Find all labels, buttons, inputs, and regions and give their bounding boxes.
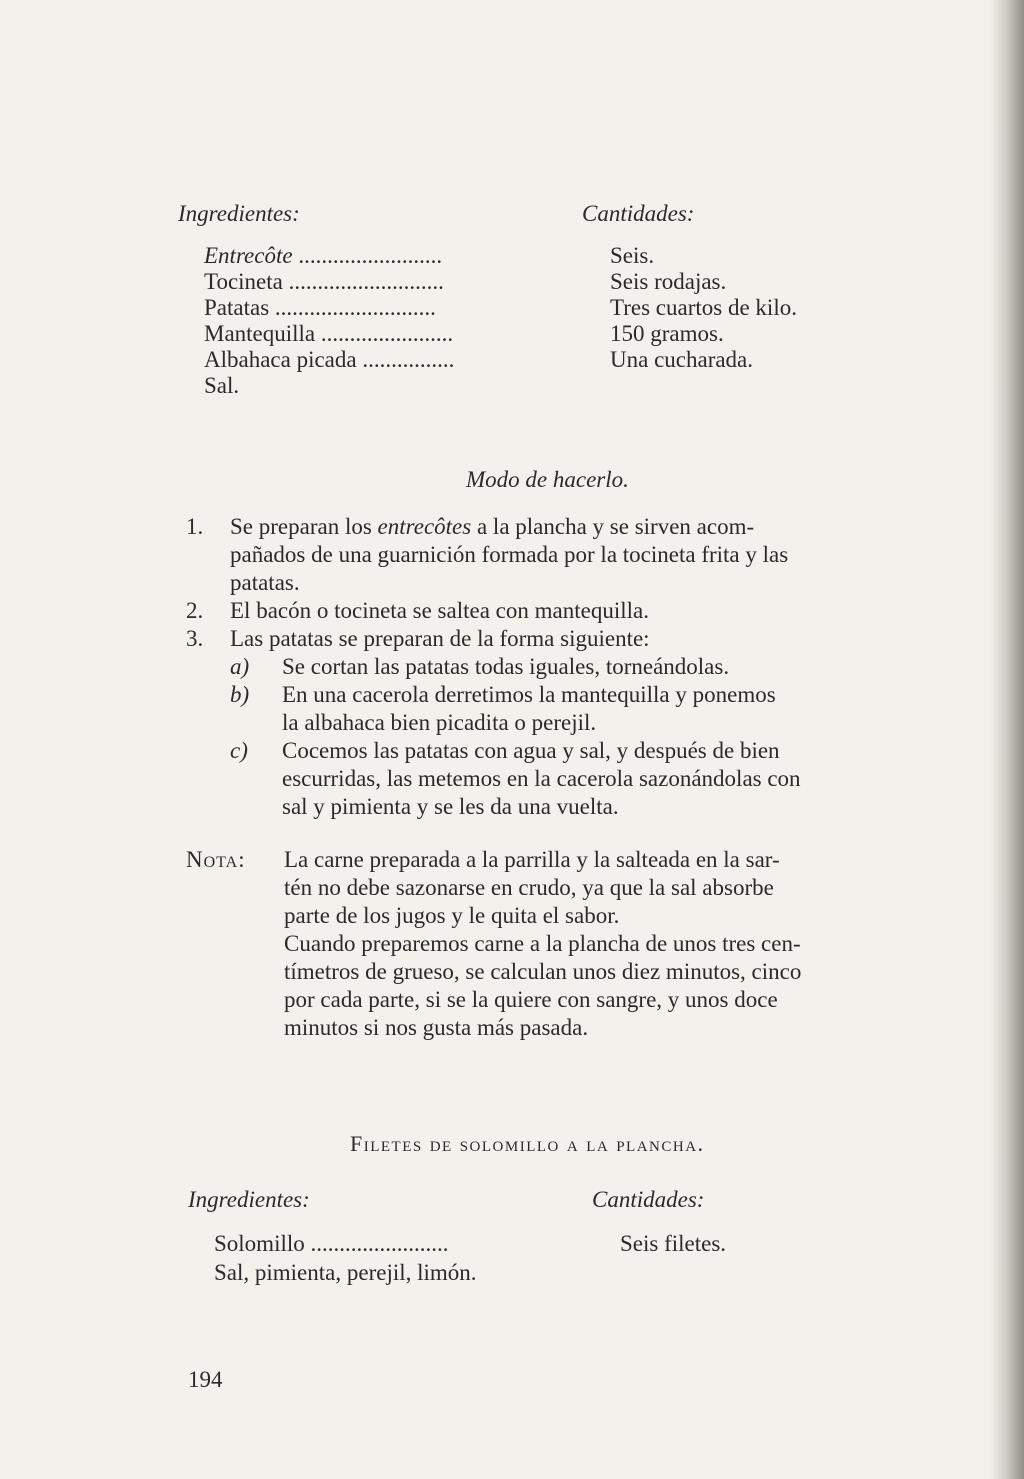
ingredient-name: Mantequilla: [204, 321, 316, 346]
substep-a-line: Se cortan las patatas todas iguales, torneándolas.: [282, 654, 730, 679]
substep-b-line: la albahaca bien picadita o perejil.: [282, 710, 597, 735]
quantity-item: Seis.: [610, 243, 655, 268]
substep-c-line: escurridas, las metemos en la cacerola sazonándolas con: [282, 766, 801, 791]
recipe-title: Filetes de solomillo a la plancha.: [350, 1131, 705, 1156]
step-1-line: patatas.: [230, 570, 300, 595]
quantity-item: Tres cuartos de kilo.: [610, 295, 797, 320]
step-number: 1.: [186, 514, 204, 539]
dot-leader: .........................: [292, 243, 443, 268]
method-heading: Modo de hacerlo.: [466, 467, 629, 492]
dot-leader: .......................: [315, 321, 454, 346]
ingredient-name: Entrecôte: [204, 243, 293, 268]
ingredient-name: Solomillo: [214, 1231, 305, 1256]
note-line: tímetros de grueso, se calculan unos diez minutos, cinco: [284, 959, 802, 984]
step-number: 2.: [186, 598, 204, 623]
dot-leader: ........................: [304, 1231, 449, 1256]
substep-label: a): [230, 654, 250, 679]
quantity-item: 150 gramos.: [610, 321, 724, 346]
substep-b-line: En una cacerola derretimos la mantequilla y ponemos: [282, 682, 776, 707]
quantities-heading: Cantidades:: [582, 201, 695, 226]
ingredient-name: Sal, pimienta, perejil, limón.: [214, 1260, 477, 1285]
note-line: La carne preparada a la parrilla y la salteada en la sar-: [284, 847, 780, 872]
quantities-heading: Cantidades:: [592, 1187, 705, 1212]
note-line: parte de los jugos y le quita el sabor.: [284, 903, 620, 928]
quantity-item: Seis filetes.: [620, 1231, 727, 1256]
ingredients-heading: Ingredientes:: [188, 1187, 310, 1212]
ingredient-row: [204, 320, 454, 346]
ingredient-row: [204, 268, 454, 294]
ingredient-row: [204, 242, 454, 268]
dot-leader: ...........................: [282, 269, 444, 294]
step-1-line: Se preparan los entrecôtes a la plancha y se sirven acom-: [230, 514, 755, 539]
note-line: Cuando preparemos carne a la plancha de unos tres cen-: [284, 931, 801, 956]
page-number: 194: [188, 1367, 223, 1392]
ingredient-row: [204, 294, 454, 320]
note-label: Nota:: [186, 847, 246, 872]
step-3-line: Las patatas se preparan de la forma siguiente:: [230, 626, 650, 651]
ingredient-row: [214, 1259, 477, 1288]
step-2-line: El bacón o tocineta se saltea con mantequilla.: [230, 598, 649, 623]
ingredient-name: Tocineta: [204, 269, 283, 294]
quantity-list: [610, 242, 797, 372]
dot-leader: ................: [356, 347, 455, 372]
quantity-item: Una cucharada.: [610, 347, 754, 372]
ingredient-row: [204, 346, 454, 372]
page-edge-shadow: [990, 0, 1024, 1479]
ingredient-name: Albahaca picada: [204, 347, 357, 372]
ingredient-name: Sal.: [204, 373, 240, 398]
dot-leader: ............................: [269, 295, 436, 320]
quantity-item: Seis rodajas.: [610, 269, 727, 294]
ingredient-row: [214, 1230, 477, 1259]
substep-c-line: sal y pimienta y se les da una vuelta.: [282, 794, 619, 819]
step-1-line: pañados de una guarnición formada por la tocineta frita y las: [230, 542, 789, 567]
step-number: 3.: [186, 626, 204, 651]
ingredient-list: [214, 1230, 477, 1288]
note-line: por cada parte, si se la quiere con sangre, y unos doce: [284, 987, 778, 1012]
substep-c-line: Cocemos las patatas con agua y sal, y después de bien: [282, 738, 780, 763]
ingredients-heading: Ingredientes:: [178, 201, 300, 226]
note-line: minutos si nos gusta más pasada.: [284, 1015, 589, 1040]
ingredient-list: [204, 242, 454, 398]
ingredient-name: Patatas: [204, 295, 270, 320]
substep-label: c): [230, 738, 248, 763]
substep-label: b): [230, 682, 250, 707]
ingredient-row: [204, 372, 454, 398]
italic-term: entrecôtes: [377, 514, 472, 539]
note-line: tén no debe sazonarse en crudo, ya que la sal absorbe: [284, 875, 774, 900]
